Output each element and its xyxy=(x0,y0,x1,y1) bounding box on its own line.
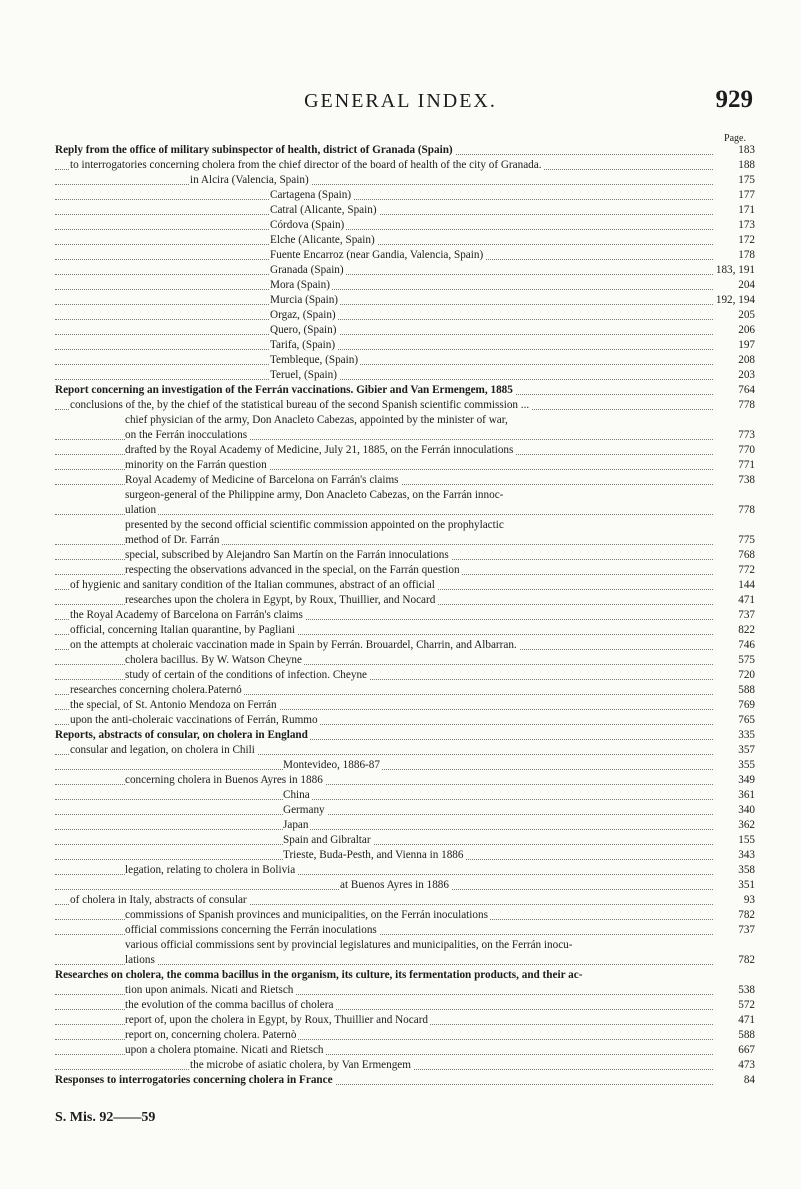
entry-text: Royal Academy of Medicine of Barcelona on Farrán's claims xyxy=(125,474,399,486)
page-header xyxy=(0,86,801,120)
entry-page-ref: 192, 194 xyxy=(715,294,755,306)
entry-page-ref: 206 xyxy=(738,324,755,336)
entry-page-ref: 343 xyxy=(738,849,755,861)
entry-page-ref: 588 xyxy=(738,684,755,696)
index-entry xyxy=(55,428,755,443)
index-entry xyxy=(55,353,755,368)
entry-page-ref: 183, 191 xyxy=(715,264,755,276)
index-entry xyxy=(55,473,755,488)
index-entry xyxy=(55,848,755,863)
entry-page-ref: 183 xyxy=(738,144,755,156)
entry-text: Montevideo, 1886-87 xyxy=(283,759,380,771)
index-entry xyxy=(55,293,755,308)
index-entry xyxy=(55,863,755,878)
entry-page-ref: 361 xyxy=(738,789,755,801)
index-entry xyxy=(55,488,755,503)
entry-page-ref: 769 xyxy=(738,699,755,711)
index-entry xyxy=(55,143,755,158)
entry-text: researches upon the cholera in Egypt, by Roux, Thuillier, and Nocard xyxy=(125,594,436,606)
entry-text: surgeon-general of the Philippine army, Don Anacleto Cabezas, on the Farrán innoc- xyxy=(125,489,504,501)
index-entry xyxy=(55,1028,755,1043)
index-entry xyxy=(55,1073,755,1088)
page-column-label: Page. xyxy=(724,133,746,144)
entry-page-ref: 177 xyxy=(738,189,755,201)
dot-leader xyxy=(55,203,713,215)
entry-page-ref: 720 xyxy=(738,669,755,681)
entry-page-ref: 538 xyxy=(738,984,755,996)
entry-page-ref: 208 xyxy=(738,354,755,366)
entry-page-ref: 473 xyxy=(738,1059,755,1071)
entry-text: method of Dr. Farrán xyxy=(125,534,220,546)
entry-page-ref: 768 xyxy=(738,549,755,561)
index-entry xyxy=(55,323,755,338)
entry-page-ref: 764 xyxy=(738,384,755,396)
entry-text: Responses to interrogatories concerning cholera in France xyxy=(55,1074,333,1086)
index-entry xyxy=(55,563,755,578)
index-entry xyxy=(55,938,755,953)
entry-text: the Royal Academy of Barcelona on Farrán's claims xyxy=(70,609,303,621)
index-entry xyxy=(55,743,755,758)
index-entry xyxy=(55,233,755,248)
index-entry xyxy=(55,248,755,263)
entry-text: upon the anti-choleraic vaccinations of Ferrán, Rummo xyxy=(70,714,318,726)
entry-page-ref: 778 xyxy=(738,399,755,411)
dot-leader xyxy=(55,323,713,335)
entry-page-ref: 782 xyxy=(738,909,755,921)
entry-text: Tarifa, (Spain) xyxy=(270,339,336,351)
entry-text: chief physician of the army, Don Anacleto Cabezas, appointed by the minister of war, xyxy=(125,414,508,426)
index-entries xyxy=(55,143,755,1088)
index-entry xyxy=(55,908,755,923)
index-entry xyxy=(55,593,755,608)
entry-page-ref: 822 xyxy=(738,624,755,636)
index-entry xyxy=(55,263,755,278)
index-entry xyxy=(55,683,755,698)
index-entry xyxy=(55,638,755,653)
index-entry xyxy=(55,668,755,683)
index-entry xyxy=(55,758,755,773)
index-entry xyxy=(55,713,755,728)
entry-page-ref: 203 xyxy=(738,369,755,381)
entry-text: Reply from the office of military subinspector of health, district of Granada (Spain) xyxy=(55,144,453,156)
index-entry xyxy=(55,698,755,713)
index-entry xyxy=(55,458,755,473)
entry-page-ref: 155 xyxy=(738,834,755,846)
index-entry xyxy=(55,818,755,833)
entry-page-ref: 765 xyxy=(738,714,755,726)
entry-text: in Alcira (Valencia, Spain) xyxy=(190,174,309,186)
entry-page-ref: 188 xyxy=(738,159,755,171)
index-entry xyxy=(55,653,755,668)
dot-leader xyxy=(55,233,713,245)
entry-text: presented by the second official scientific commission appointed on the prophylactic xyxy=(125,519,504,531)
entry-page-ref: 738 xyxy=(738,474,755,486)
index-entry xyxy=(55,398,755,413)
dot-leader xyxy=(55,188,713,200)
entry-page-ref: 84 xyxy=(743,1074,755,1086)
index-entry xyxy=(55,278,755,293)
dot-leader xyxy=(55,788,713,800)
page-number: 929 xyxy=(715,86,753,113)
entry-text: Trieste, Buda-Pesth, and Vienna in 1886 xyxy=(283,849,464,861)
index-entry xyxy=(55,578,755,593)
entry-text: upon a cholera ptomaine. Nicati and Rietsch xyxy=(125,1044,324,1056)
entry-page-ref: 667 xyxy=(738,1044,755,1056)
index-entry xyxy=(55,308,755,323)
entry-text: report of, upon the cholera in Egypt, by Roux, Thuillier and Nocard xyxy=(125,1014,429,1026)
entry-page-ref: 588 xyxy=(738,1029,755,1041)
entry-text: Orgaz, (Spain) xyxy=(270,309,336,321)
entry-text: the microbe of asiatic cholera, by Van Ermengem xyxy=(190,1059,411,1071)
entry-page-ref: 772 xyxy=(738,564,755,576)
index-entry xyxy=(55,188,755,203)
entry-page-ref: 204 xyxy=(738,279,755,291)
index-entry xyxy=(55,548,755,563)
entry-page-ref: 178 xyxy=(738,249,755,261)
entry-text: Mora (Spain) xyxy=(270,279,330,291)
index-entry xyxy=(55,203,755,218)
signature-mark: S. Mis. 92——59 xyxy=(55,1110,156,1125)
index-entry xyxy=(55,728,755,743)
entry-text: of hygienic and sanitary condition of the Italian communes, abstract of an official xyxy=(70,579,435,591)
entry-text: minority on the Farrán question xyxy=(125,459,267,471)
entry-page-ref: 782 xyxy=(738,954,755,966)
entry-page-ref: 771 xyxy=(738,459,755,471)
entry-page-ref: 349 xyxy=(738,774,755,786)
entry-page-ref: 572 xyxy=(738,999,755,1011)
index-entry xyxy=(55,413,755,428)
entry-text: conclusions of the, by the chief of the statistical bureau of the second Spanish scientific commission ... xyxy=(70,399,530,411)
entry-page-ref: 773 xyxy=(738,429,755,441)
index-entry xyxy=(55,998,755,1013)
entry-text: consular and legation, on cholera in Chili xyxy=(70,744,255,756)
dot-leader xyxy=(55,818,713,830)
entry-text: Quero, (Spain) xyxy=(270,324,337,336)
entry-text: various official commissions sent by provincial legislatures and municipalities, on the Ferrán inocu- xyxy=(125,939,573,951)
entry-text: drafted by the Royal Academy of Medicine, July 21, 1885, on the Ferrán innoculations xyxy=(125,444,514,456)
index-entry xyxy=(55,518,755,533)
entry-page-ref: 175 xyxy=(738,174,755,186)
dot-leader xyxy=(55,293,713,305)
index-entry xyxy=(55,338,755,353)
index-entry xyxy=(55,368,755,383)
entry-page-ref: 770 xyxy=(738,444,755,456)
index-entry xyxy=(55,833,755,848)
dot-leader xyxy=(55,368,713,380)
dot-leader xyxy=(55,173,713,185)
index-entry xyxy=(55,158,755,173)
entry-text: Spain and Gibraltar xyxy=(283,834,371,846)
entry-page-ref: 340 xyxy=(738,804,755,816)
dot-leader xyxy=(55,278,713,290)
index-entry xyxy=(55,173,755,188)
entry-page-ref: 357 xyxy=(738,744,755,756)
entry-text: Elche (Alicante, Spain) xyxy=(270,234,375,246)
index-entry xyxy=(55,968,755,983)
entry-page-ref: 778 xyxy=(738,504,755,516)
dot-leader xyxy=(55,353,713,365)
entry-page-ref: 358 xyxy=(738,864,755,876)
entry-text: Japan xyxy=(283,819,309,831)
entry-text: the special, of St. Antonio Mendoza on Ferrán xyxy=(70,699,277,711)
entry-page-ref: 335 xyxy=(738,729,755,741)
entry-page-ref: 197 xyxy=(738,339,755,351)
entry-page-ref: 93 xyxy=(743,894,755,906)
dot-leader xyxy=(55,308,713,320)
dot-leader xyxy=(55,218,713,230)
entry-text: official, concerning Italian quarantine, by Pagliani xyxy=(70,624,296,636)
index-entry xyxy=(55,503,755,518)
entry-text: Teruel, (Spain) xyxy=(270,369,337,381)
entry-text: Murcia (Spain) xyxy=(270,294,339,306)
index-entry xyxy=(55,983,755,998)
entry-page-ref: 737 xyxy=(738,609,755,621)
entry-page-ref: 172 xyxy=(738,234,755,246)
index-entry xyxy=(55,443,755,458)
entry-text: Tembleque, (Spain) xyxy=(270,354,359,366)
entry-page-ref: 351 xyxy=(738,879,755,891)
entry-text: Granada (Spain) xyxy=(270,264,344,276)
entry-text: Researches on cholera, the comma bacillus in the organism, its culture, its fermentation products, and their ac- xyxy=(55,969,583,981)
index-entry xyxy=(55,608,755,623)
entry-page-ref: 471 xyxy=(738,1014,755,1026)
entry-text: on the attempts at choleraic vaccination made in Spain by Ferrán. Brouardel, Charrin, and Albarran. xyxy=(70,639,517,651)
index-entry xyxy=(55,533,755,548)
entry-text: study of certain of the conditions of infection. Cheyne xyxy=(125,669,368,681)
entry-page-ref: 746 xyxy=(738,639,755,651)
entry-page-ref: 471 xyxy=(738,594,755,606)
entry-text: legation, relating to cholera in Bolivia xyxy=(125,864,296,876)
entry-text: Germany xyxy=(283,804,325,816)
dot-leader xyxy=(55,263,713,275)
entry-page-ref: 144 xyxy=(738,579,755,591)
entry-text: lations xyxy=(125,954,155,966)
index-entry xyxy=(55,218,755,233)
entry-page-ref: 173 xyxy=(738,219,755,231)
dot-leader xyxy=(55,338,713,350)
entry-text: tion upon animals. Nicati and Rietsch xyxy=(125,984,294,996)
entry-page-ref: 171 xyxy=(738,204,755,216)
entry-text: ulation xyxy=(125,504,157,516)
entry-text: cholera bacillus. By W. Watson Cheyne xyxy=(125,654,302,666)
entry-text: commissions of Spanish provinces and municipalities, on the Ferrán inoculations xyxy=(125,909,488,921)
index-entry xyxy=(55,1043,755,1058)
entry-text: official commissions concerning the Ferrán inoculations xyxy=(125,924,377,936)
entry-text: on the Ferrán inocculations xyxy=(125,429,248,441)
entry-text: concerning cholera in Buenos Ayres in 1886 xyxy=(125,774,323,786)
entry-text: China xyxy=(283,789,310,801)
index-entry xyxy=(55,623,755,638)
entry-text: of cholera in Italy, abstracts of consular xyxy=(70,894,247,906)
dot-leader xyxy=(55,833,713,845)
entry-text: report on, concerning cholera. Paternò xyxy=(125,1029,297,1041)
entry-text: at Buenos Ayres in 1886 xyxy=(340,879,449,891)
index-entry xyxy=(55,953,755,968)
entry-text: special, subscribed by Alejandro San Martín on the Farrán innoculations xyxy=(125,549,449,561)
index-entry xyxy=(55,893,755,908)
entry-page-ref: 575 xyxy=(738,654,755,666)
index-entry xyxy=(55,788,755,803)
entry-page-ref: 737 xyxy=(738,924,755,936)
index-entry xyxy=(55,773,755,788)
entry-text: Report concerning an investigation of the Ferrán vaccinations. Gibier and Van Ermengem, 1885 xyxy=(55,384,513,396)
entry-text: Córdova (Spain) xyxy=(270,219,345,231)
index-entry xyxy=(55,1058,755,1073)
index-entry xyxy=(55,878,755,893)
index-entry xyxy=(55,923,755,938)
entry-text: Cartagena (Spain) xyxy=(270,189,352,201)
running-title: GENERAL INDEX. xyxy=(304,90,497,112)
entry-page-ref: 355 xyxy=(738,759,755,771)
index-entry xyxy=(55,1013,755,1028)
entry-page-ref: 775 xyxy=(738,534,755,546)
index-entry xyxy=(55,803,755,818)
entry-page-ref: 362 xyxy=(738,819,755,831)
index-entry xyxy=(55,383,755,398)
entry-text: respecting the observations advanced in the special, on the Farrán question xyxy=(125,564,460,576)
entry-text: the evolution of the comma bacillus of cholera xyxy=(125,999,334,1011)
dot-leader xyxy=(55,803,713,815)
entry-text: Fuente Encarroz (near Gandia, Valencia, Spain) xyxy=(270,249,484,261)
dot-leader xyxy=(55,758,713,770)
entry-page-ref: 205 xyxy=(738,309,755,321)
entry-text: to interrogatories concerning cholera from the chief director of the board of health of the city of Granada. xyxy=(70,159,542,171)
entry-text: researches concerning cholera.Paternó xyxy=(70,684,242,696)
entry-text: Catral (Alicante, Spain) xyxy=(270,204,377,216)
entry-text: Reports, abstracts of consular, on cholera in England xyxy=(55,729,308,741)
